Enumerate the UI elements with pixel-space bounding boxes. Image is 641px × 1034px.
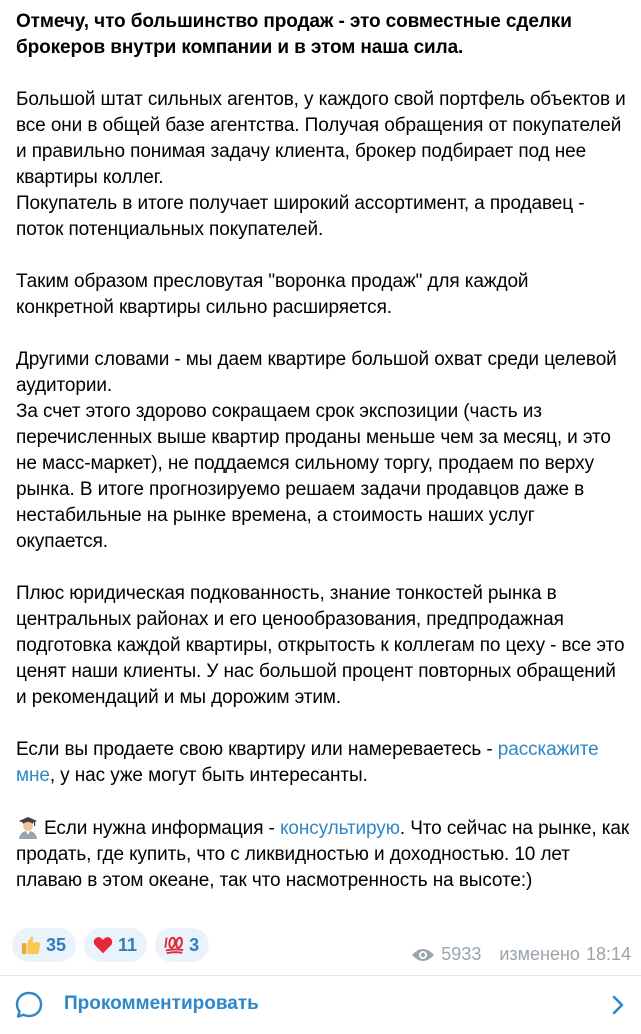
- post-paragraph: За счет этого здорово сокращаем срок экспозиции (часть из перечисленных выше квартир проданы меньше чем за месяц, и это не масс-маркет), не поддаемся сильному торгу, продаем по верху рынка. В итоге прогнозируемо решаем задачи продавцов даже в нестабильные на рынке времена, а стоимость наших услуг окупается.: [16, 401, 611, 552]
- hundred-points-icon: [163, 934, 185, 956]
- reaction-count: 11: [118, 934, 138, 955]
- edited-label: изменено: [499, 944, 580, 964]
- paragraph-text: , у нас уже могут быть интересанты.: [49, 765, 368, 786]
- reaction-heart[interactable]: [84, 928, 147, 962]
- eye-icon: [411, 947, 435, 963]
- comment-label: Прокомментировать: [64, 993, 259, 1014]
- reactions-bar: [12, 928, 209, 962]
- post-headline: Отмечу, что большинство продаж - это совместные сделки брокеров внутри компании и в этом наша сила.: [16, 11, 572, 58]
- post-paragraph: Большой штат сильных агентов, у каждого свой портфель объектов и все они в общей базе агентства. Получая обращения от покупателей и правильно понимая задачу клиента, брокер подбирает под нее квартиры коллег.: [16, 89, 626, 188]
- reaction-thumbs-up[interactable]: [12, 928, 76, 962]
- teacher-emoji-icon: [16, 815, 40, 839]
- red-heart-icon: [92, 934, 114, 956]
- post-time: 18:14: [585, 944, 631, 964]
- post-paragraph: Плюс юридическая подкованность, знание тонкостей рынка в центральных районах и его ценообразования, предпродажная подготовка каждой квартиры, открытость к коллегам по цеху - все это ценят наши клиенты. У нас большой процент повторных обращений и рекомендаций и мы дорожим этим.: [16, 583, 625, 708]
- post-paragraph: [16, 737, 631, 789]
- paragraph-text: Если вы продаете свою квартиру или намереваетесь -: [16, 739, 498, 760]
- views-count: 5933: [441, 944, 482, 964]
- consult-link[interactable]: консультирую: [279, 818, 400, 839]
- paragraph-text: . Что сейчас на рынке, как продать, где купить, что с ликвидностью и доходностью. 10 лет плаваю в этом океане, так что насмотренность на высоте:): [16, 818, 630, 891]
- post-text: [16, 9, 631, 894]
- comment-button[interactable]: [0, 976, 641, 1034]
- reaction-hundred[interactable]: [155, 928, 209, 962]
- reaction-count: 35: [46, 934, 67, 955]
- post-paragraph: Другими словами - мы даем квартире большой охват среди целевой аудитории.: [16, 349, 617, 396]
- comment-bubble-icon: [14, 990, 44, 1020]
- post-paragraph: Покупатель в итоге получает широкий ассортимент, а продавец - поток потенциальных покупателей.: [16, 193, 585, 240]
- paragraph-text: Если нужна информация -: [44, 818, 280, 839]
- reaction-count: 3: [189, 934, 200, 955]
- chevron-right-icon: [611, 994, 625, 1016]
- post-paragraph: [16, 815, 631, 894]
- thumbs-up-icon: [20, 934, 42, 956]
- tell-me-link[interactable]: расскажите мне: [16, 739, 599, 786]
- post-paragraph: Таким образом пресловутая "воронка продаж" для каждой конкретной квартиры сильно расширяется.: [16, 271, 529, 318]
- post-meta: [411, 944, 631, 965]
